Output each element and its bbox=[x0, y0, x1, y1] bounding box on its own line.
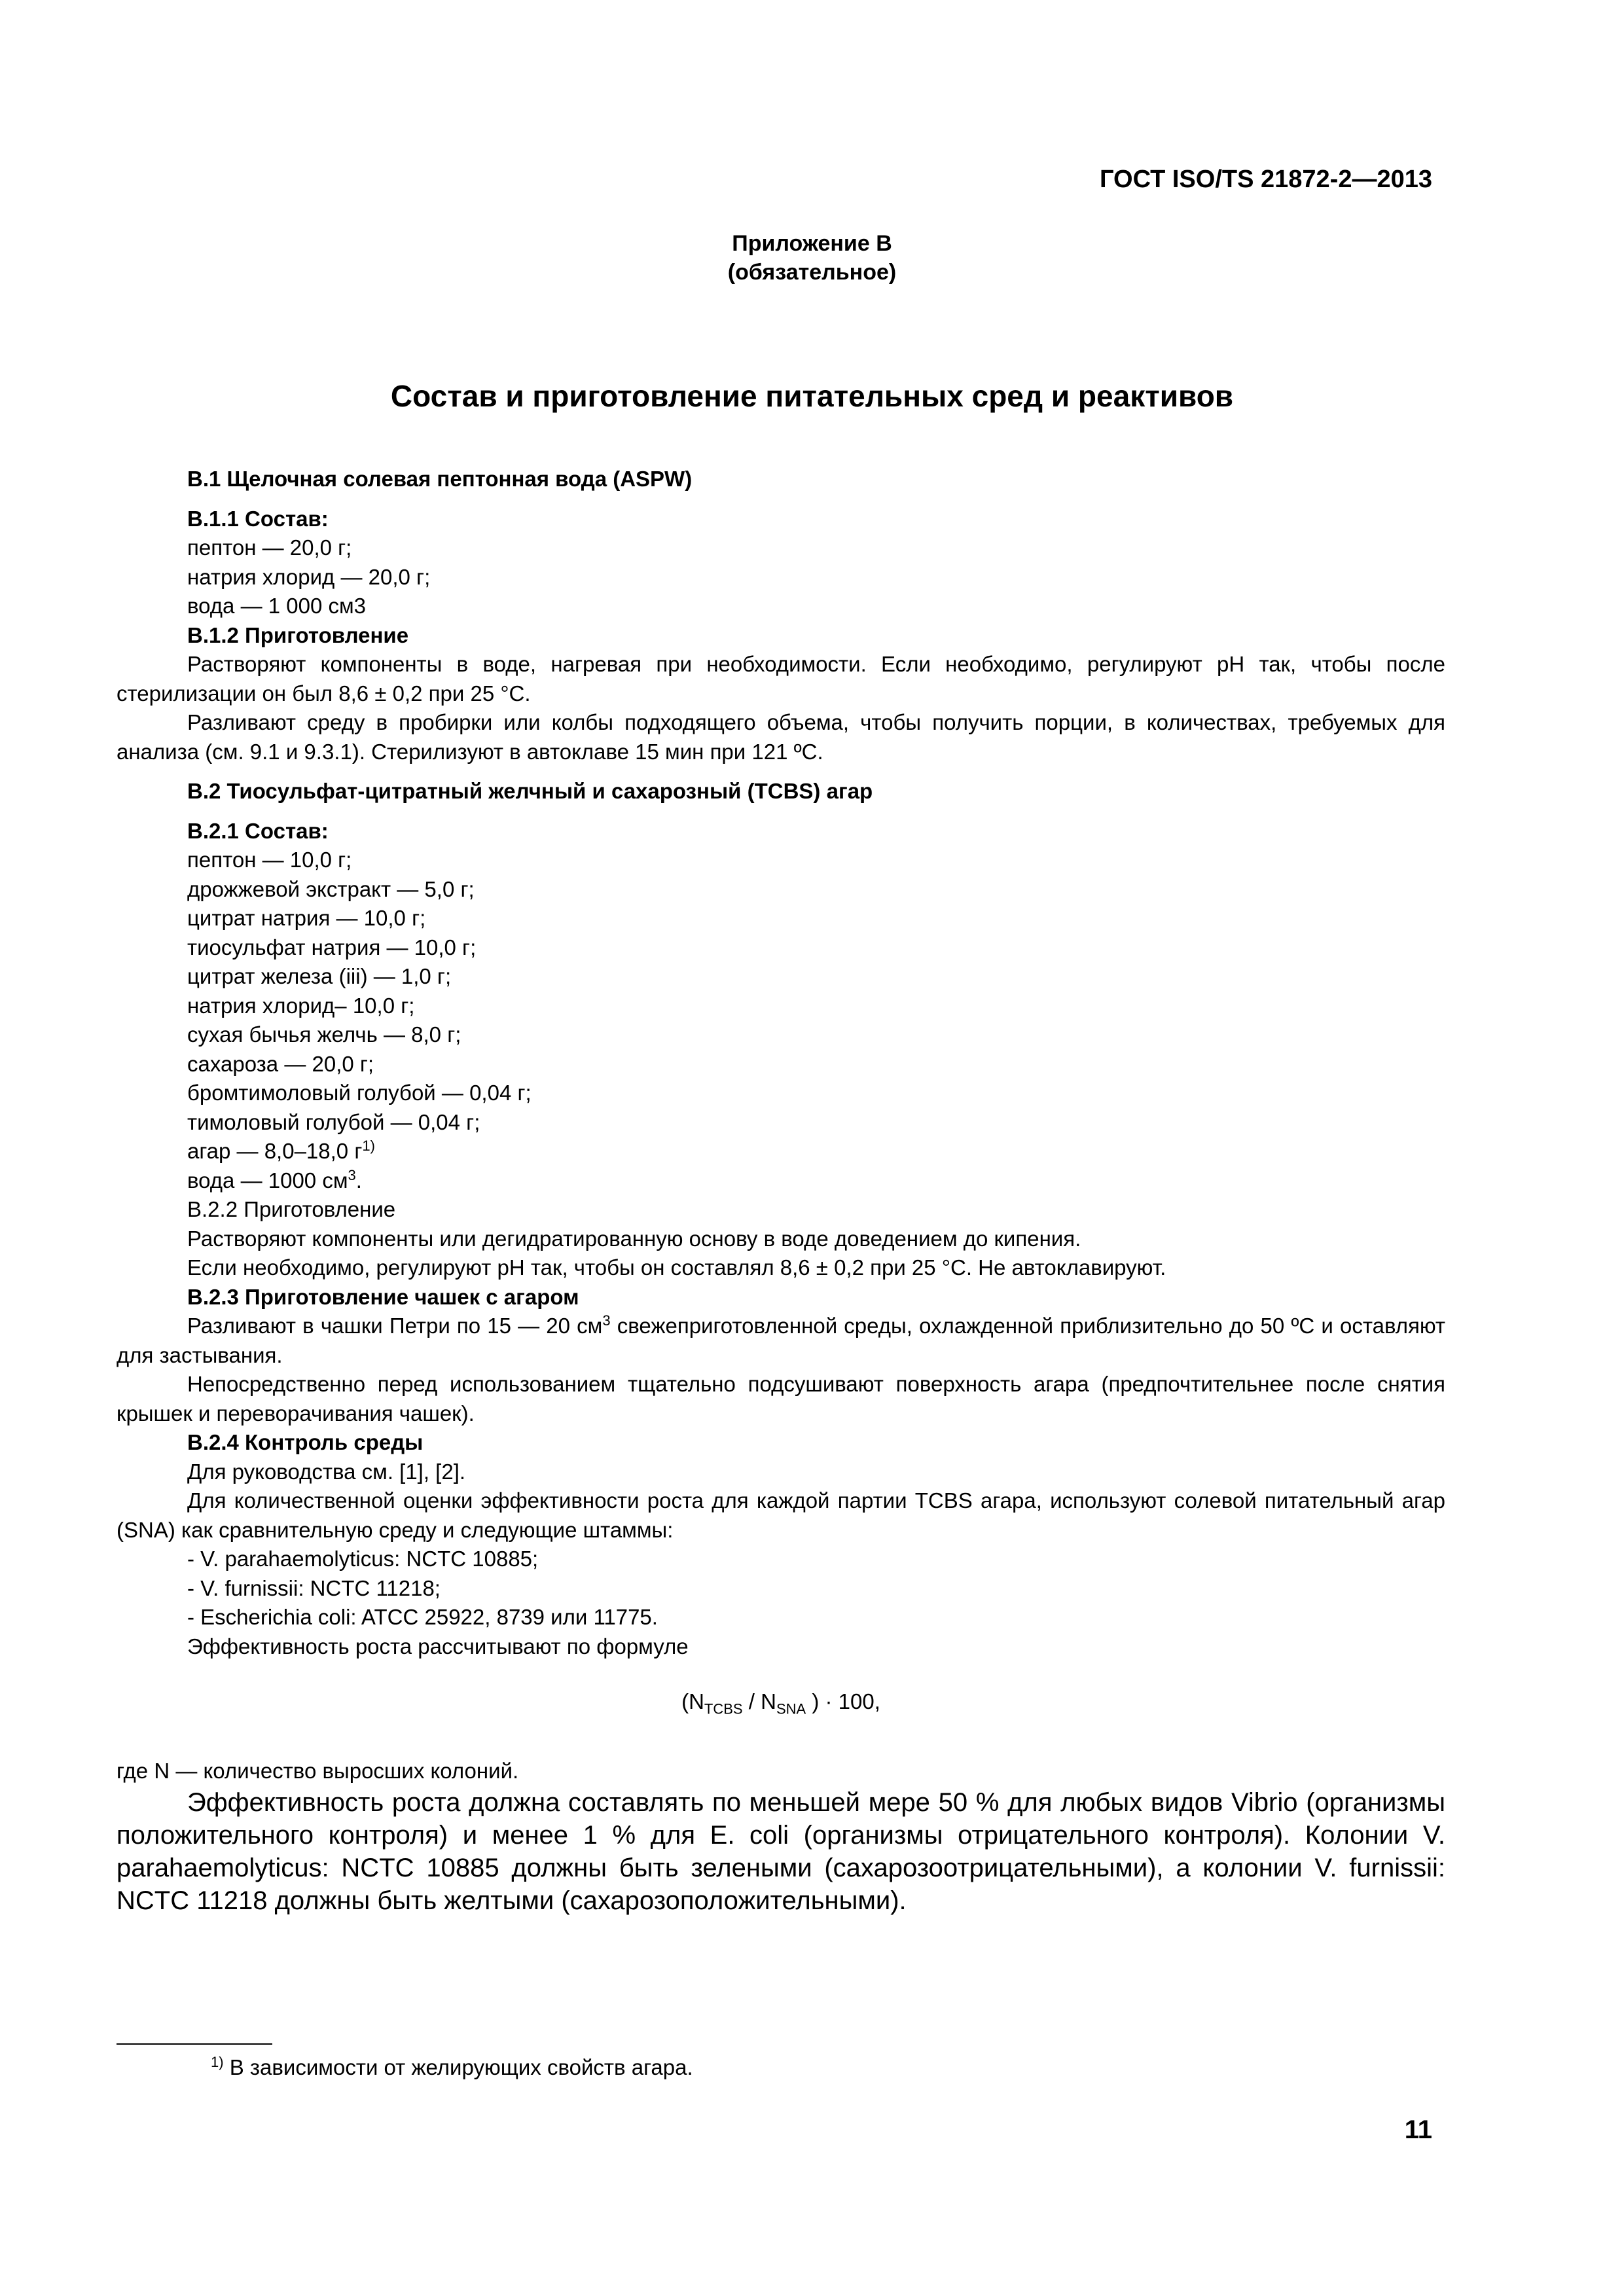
footnote-ref: 1) bbox=[362, 1138, 375, 1154]
text-run: Разливают в чашки Петри по 15 — 20 см bbox=[187, 1314, 603, 1338]
list-item: сухая бычья желчь — 8,0 г; bbox=[187, 1022, 461, 1047]
b21-heading: В.2.1 Состав: bbox=[187, 818, 329, 843]
b11-composition-list bbox=[117, 533, 1445, 621]
formula-where: где N — количество выросших колоний. bbox=[117, 1759, 519, 1784]
strain-list bbox=[117, 1545, 1445, 1632]
formula-part: (N bbox=[681, 1689, 704, 1713]
unit-superscript: 3 bbox=[602, 1312, 611, 1329]
paragraph: Если необходимо, регулируют pH так, чтобы он составлял 8,6 ± 0,2 при 25 °С. Не автоклавируют. bbox=[187, 1255, 1166, 1280]
b24-heading: В.2.4 Контроль среды bbox=[187, 1430, 424, 1454]
page-title: Состав и приготовление питательных сред и реактивов bbox=[390, 379, 1234, 413]
list-item: дрожжевой экстракт — 5,0 г; bbox=[187, 876, 475, 901]
list-item: натрия хлорид– 10,0 г; bbox=[187, 993, 415, 1018]
paragraph: Разливают среду в пробирки или колбы подходящего объема, чтобы получить порции, в количествах, требуемых для анализа (см. 9.1 и 9.3.1). Стерилизуют в автоклаве 15 мин при 121 ºС. bbox=[117, 710, 1445, 764]
footnote-mark: 1) bbox=[211, 2054, 224, 2070]
b22-heading: В.2.2 Приготовление bbox=[187, 1197, 396, 1221]
list-item: цитрат железа (iii) — 1,0 г; bbox=[187, 964, 452, 988]
footnote bbox=[211, 2055, 693, 2080]
paragraph: Непосредственно перед использованием тщательно подсушивают поверхность агара (предпочтительнее после снятия крышек и переворачивания чашек). bbox=[117, 1372, 1445, 1426]
list-item: тимоловый голубой — 0,04 г; bbox=[187, 1109, 480, 1134]
final-paragraph: Эффективность роста должна составлять по меньшей мере 50 % для любых видов Vibrio (организмы положительного контроля) и менее 1 % для E. coli (организмы отрицательного контроля). Колонии V. parahaemolyticus: NCTC 10885 должны быть зелеными (сахарозоотрицательными), а колонии V. furnissii: NCTC 11218 должны быть желтыми (сахарозоположительными). bbox=[117, 1787, 1445, 1915]
water-end: . bbox=[355, 1168, 362, 1193]
list-item: сахароза — 20,0 г; bbox=[187, 1051, 374, 1076]
b21-composition-list bbox=[117, 846, 1445, 1195]
list-item: - V. parahaemolyticus: NCTC 10885; bbox=[187, 1547, 539, 1571]
text-run: свежеприготовленной среды, охлажденной приблизительно до 50 ºС и оставляют для застывания. bbox=[117, 1314, 1445, 1367]
paragraph bbox=[117, 1312, 1445, 1370]
footnote-text: В зависимости от желирующих свойств агара. bbox=[223, 2055, 693, 2079]
formula-part: / N bbox=[742, 1689, 776, 1713]
list-item: бромтимоловый голубой — 0,04 г; bbox=[187, 1081, 532, 1105]
list-item: натрия хлорид — 20,0 г; bbox=[187, 564, 431, 589]
annex-heading bbox=[0, 229, 1624, 287]
page-number: 11 bbox=[1404, 2115, 1432, 2144]
water-text: вода — 1000 см bbox=[187, 1168, 348, 1193]
formula-part: ) · 100, bbox=[806, 1689, 880, 1713]
list-item: вода — 1 000 см3 bbox=[187, 594, 367, 618]
b12-heading: В.1.2 Приготовление bbox=[187, 622, 409, 647]
section-b2-heading: В.2 Тиосульфат-цитратный желчный и сахарозный (TCBS) агар bbox=[187, 779, 873, 803]
unit-superscript: 3 bbox=[348, 1166, 356, 1183]
annex-status: (обязательное) bbox=[727, 260, 897, 285]
list-item-agar bbox=[117, 1137, 1445, 1166]
list-item: - Escherichia coli: ATCC 25922, 8739 или 11775. bbox=[187, 1605, 658, 1629]
formula-subscript: TCBS bbox=[704, 1700, 743, 1717]
agar-text: агар — 8,0–18,0 г bbox=[187, 1139, 363, 1163]
list-item: пептон — 20,0 г; bbox=[187, 535, 352, 560]
formula-intro: Эффективность роста рассчитывают по формуле bbox=[187, 1634, 689, 1659]
paragraph: Растворяют компоненты или дегидратированную основу в воде доведением до кипения. bbox=[187, 1226, 1081, 1251]
b23-heading: В.2.3 Приготовление чашек с агаром bbox=[187, 1284, 579, 1309]
list-item: тиосульфат натрия — 10,0 г; bbox=[187, 935, 477, 960]
list-item-water bbox=[117, 1166, 1445, 1196]
annex-label: Приложение В bbox=[732, 231, 892, 256]
paragraph: Для количественной оценки эффективности роста для каждой партии TCBS агара, используют солевой питательный агар (SNA) как сравнительную среду и следующие штаммы: bbox=[117, 1488, 1445, 1542]
list-item: - V. furnissii: NCTC 11218; bbox=[187, 1575, 441, 1600]
document-body bbox=[117, 465, 1445, 1917]
list-item: цитрат натрия — 10,0 г; bbox=[187, 906, 426, 930]
paragraph: Растворяют компоненты в воде, нагревая при необходимости. Если необходимо, регулируют pH так, чтобы после стерилизации он был 8,6 ± 0,2 при 25 °C. bbox=[117, 652, 1445, 706]
formula-subscript: SNA bbox=[776, 1700, 806, 1717]
b11-heading: В.1.1 Состав: bbox=[187, 506, 329, 531]
footnote-divider bbox=[117, 2043, 272, 2045]
formula bbox=[117, 1687, 1445, 1724]
document-number: ГОСТ ISO/TS 21872-2—2013 bbox=[1100, 166, 1432, 193]
list-item: пептон — 10,0 г; bbox=[187, 848, 352, 872]
section-b1-heading: В.1 Щелочная солевая пептонная вода (ASPW) bbox=[187, 467, 693, 491]
paragraph: Для руководства см. [1], [2]. bbox=[187, 1459, 466, 1484]
